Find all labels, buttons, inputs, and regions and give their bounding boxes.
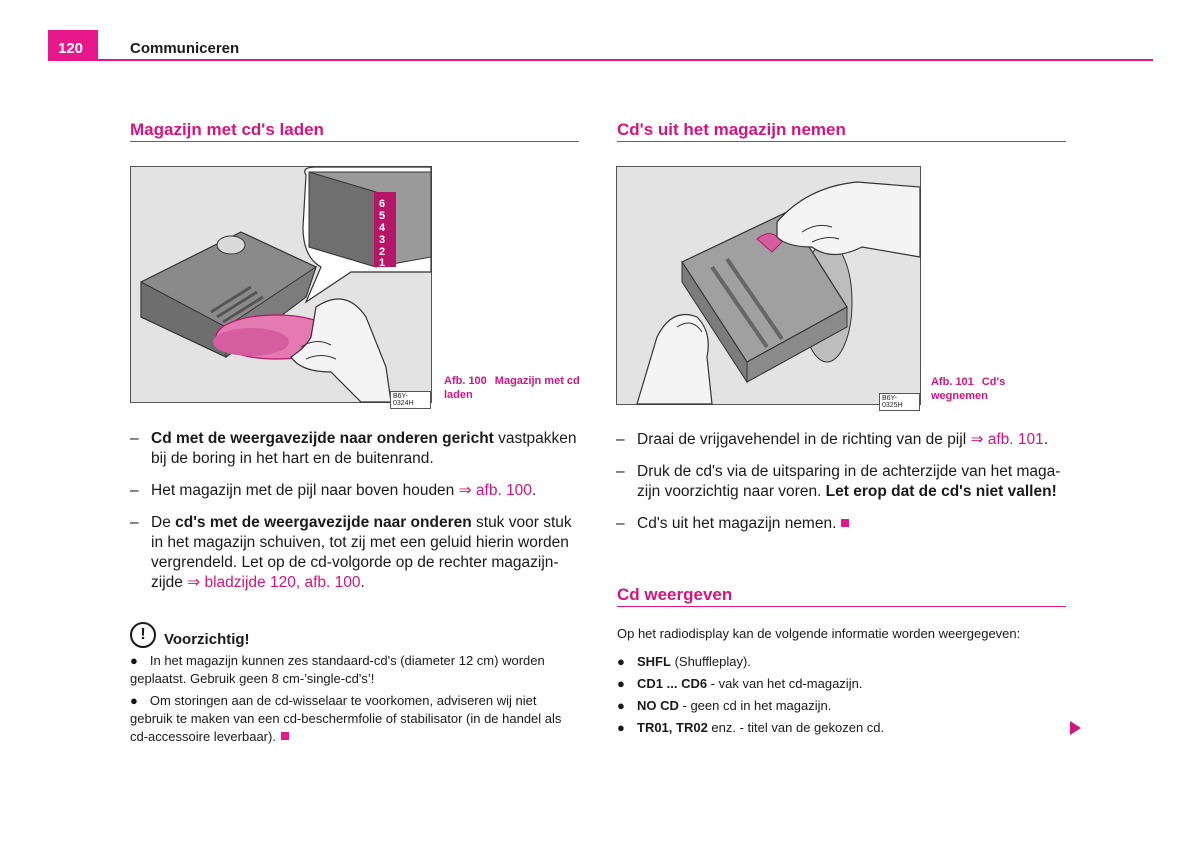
step-emphasis: cd's met de weergavezijde naar onderen — [175, 514, 472, 531]
remove-steps-list — [616, 430, 1068, 546]
step-text: Het magazijn met de pijl naar boven houden — [151, 482, 459, 499]
display-code: CD1 ... CD6 — [637, 676, 708, 691]
caption-number: Afb. 100 — [444, 375, 487, 387]
step-emphasis: Cd met de weergavezijde naar onderen gericht — [151, 430, 494, 447]
step-punct: . — [531, 482, 537, 499]
section-rule — [617, 141, 1066, 142]
page-number: 120 — [58, 40, 84, 57]
caption-text: Cd's wegnemen — [931, 376, 1006, 402]
section-heading-remove: Cd's uit het magazijn nemen — [617, 120, 846, 139]
end-of-section-mark — [281, 732, 289, 740]
step-text: Druk de cd's via de uitsparing in de achterzijde van het maga-zijn voorzichtig naar voren. — [637, 463, 1061, 500]
figure-link[interactable]: ⇒ afb. 101 — [970, 431, 1044, 448]
step-text: stuk voor stuk in het magazijn schuiven, tot zij met een geluid hierin worden vergrendeld. Let op de cd-volgorde op de rechter magazijn-zijde — [151, 514, 572, 591]
header-rule — [48, 59, 1153, 61]
page-link[interactable]: ⇒ bladzijde 120, afb. 100 — [187, 574, 361, 591]
list-item: – Druk de cd's via de uitsparing in de achterzijde van het maga-zijn voorzichtig naar voren. Let erop dat de cd's niet vallen! — [616, 463, 1061, 500]
list-item: ● TR01, TR02 enz. - titel van de gekozen cd. — [617, 720, 885, 735]
remove-cds-illustration — [617, 167, 920, 404]
display-desc: (Shuffleplay). — [670, 654, 751, 669]
section-rule — [617, 606, 1066, 607]
display-desc: - geen cd in het magazijn. — [678, 698, 832, 713]
list-item: ● CD1 ... CD6 - vak van het cd-magazijn. — [617, 676, 863, 691]
step-emphasis: Let erop dat de cd's niet vallen! — [825, 483, 1057, 500]
figure-caption-101 — [931, 375, 1051, 403]
step-punct: . — [360, 574, 365, 591]
figure-code: B6Y-0324H — [390, 391, 431, 409]
caption-number: Afb. 101 — [931, 376, 974, 388]
display-items-list — [617, 653, 1067, 741]
caution-list — [130, 652, 582, 750]
continue-arrow-icon[interactable] — [1070, 721, 1081, 735]
step-text: vastpakken bij de boring in het hart en de buitenrand. — [151, 430, 577, 467]
display-intro: Op het radiodisplay kan de volgende informatie worden weergegeven: — [617, 626, 1021, 641]
load-steps-list — [130, 429, 580, 605]
list-item: ● NO CD - geen cd in het magazijn. — [617, 698, 832, 713]
display-code: NO CD — [637, 698, 679, 713]
list-item: ● Om storingen aan de cd-wisselaar te voorkomen, adviseren wij niet gebruik te maken van een cd-beschermfolie of stabilisator (in de handel als cd-accessoire leverbaar). — [130, 693, 562, 744]
step-text: De — [151, 514, 176, 531]
display-desc: enz. - titel van de gekozen cd. — [707, 720, 885, 735]
figure-link[interactable]: ⇒ afb. 100 — [458, 482, 532, 499]
caution-title: Voorzichtig! — [164, 631, 250, 648]
step-punct: . — [1043, 431, 1049, 448]
slot-label-1: 1 — [379, 257, 386, 269]
slot-label-3: 3 — [379, 234, 386, 246]
caution-text: Om storingen aan de cd-wisselaar te voorkomen, adviseren wij niet gebruik te maken van een cd-beschermfolie of stabilisator (in de handel als cd-accessoire leverbaar). — [130, 693, 562, 744]
step-text: Draai de vrijgavehendel in de richting van de pijl — [637, 431, 971, 448]
slot-label-5: 5 — [379, 210, 386, 222]
figure-caption-100 — [444, 374, 584, 402]
caution-icon: ! — [130, 622, 156, 648]
list-item: – Draai de vrijgavehendel in de richting van de pijl ⇒ afb. 101. — [616, 431, 1049, 448]
list-item: – De cd's met de weergavezijde naar onderen stuk voor stuk in het magazijn schuiven, tot zij met een geluid hierin worden vergrendeld. Let op de cd-volgorde op de rechter magazijn-zijde ⇒ bladzijde 120, afb. 100. — [130, 514, 572, 591]
step-text: Cd's uit het magazijn nemen. — [637, 515, 837, 532]
list-item: – Cd met de weergavezijde naar onderen gericht vastpakken bij de boring in het hart en de buitenrand. — [130, 430, 577, 467]
display-code: SHFL — [637, 654, 671, 669]
end-of-section-mark — [841, 519, 849, 527]
figure-load-magazine — [130, 166, 432, 407]
slot-label-4: 4 — [379, 222, 386, 234]
figure-remove-cds — [616, 166, 921, 409]
display-desc: - vak van het cd-magazijn. — [707, 676, 863, 691]
chapter-title: Communiceren — [130, 40, 240, 57]
figure-code: B6Y-0325H — [879, 393, 920, 411]
list-item: ● In het magazijn kunnen zes standaard-cd's (diameter 12 cm) worden geplaatst. Gebruik geen 8 cm-’single-cd's’! — [130, 653, 545, 686]
section-heading-display: Cd weergeven — [617, 585, 733, 604]
display-code: TR01, TR02 — [637, 720, 708, 735]
section-rule — [130, 141, 579, 142]
list-item: ● SHFL (Shuffleplay). — [617, 654, 751, 669]
slot-label-6: 6 — [379, 198, 386, 210]
magazine-load-illustration — [131, 167, 431, 402]
slot-label-2: 2 — [379, 246, 386, 258]
caution-text: In het magazijn kunnen zes standaard-cd's (diameter 12 cm) worden geplaatst. Gebruik geen 8 cm-’single-cd's’! — [130, 653, 545, 686]
list-item: – Cd's uit het magazijn nemen. — [616, 514, 1068, 534]
caption-text: Magazijn met cd laden — [444, 375, 580, 401]
list-item: – Het magazijn met de pijl naar boven houden ⇒ afb. 100. — [130, 482, 537, 499]
section-heading-load: Magazijn met cd's laden — [130, 120, 324, 139]
